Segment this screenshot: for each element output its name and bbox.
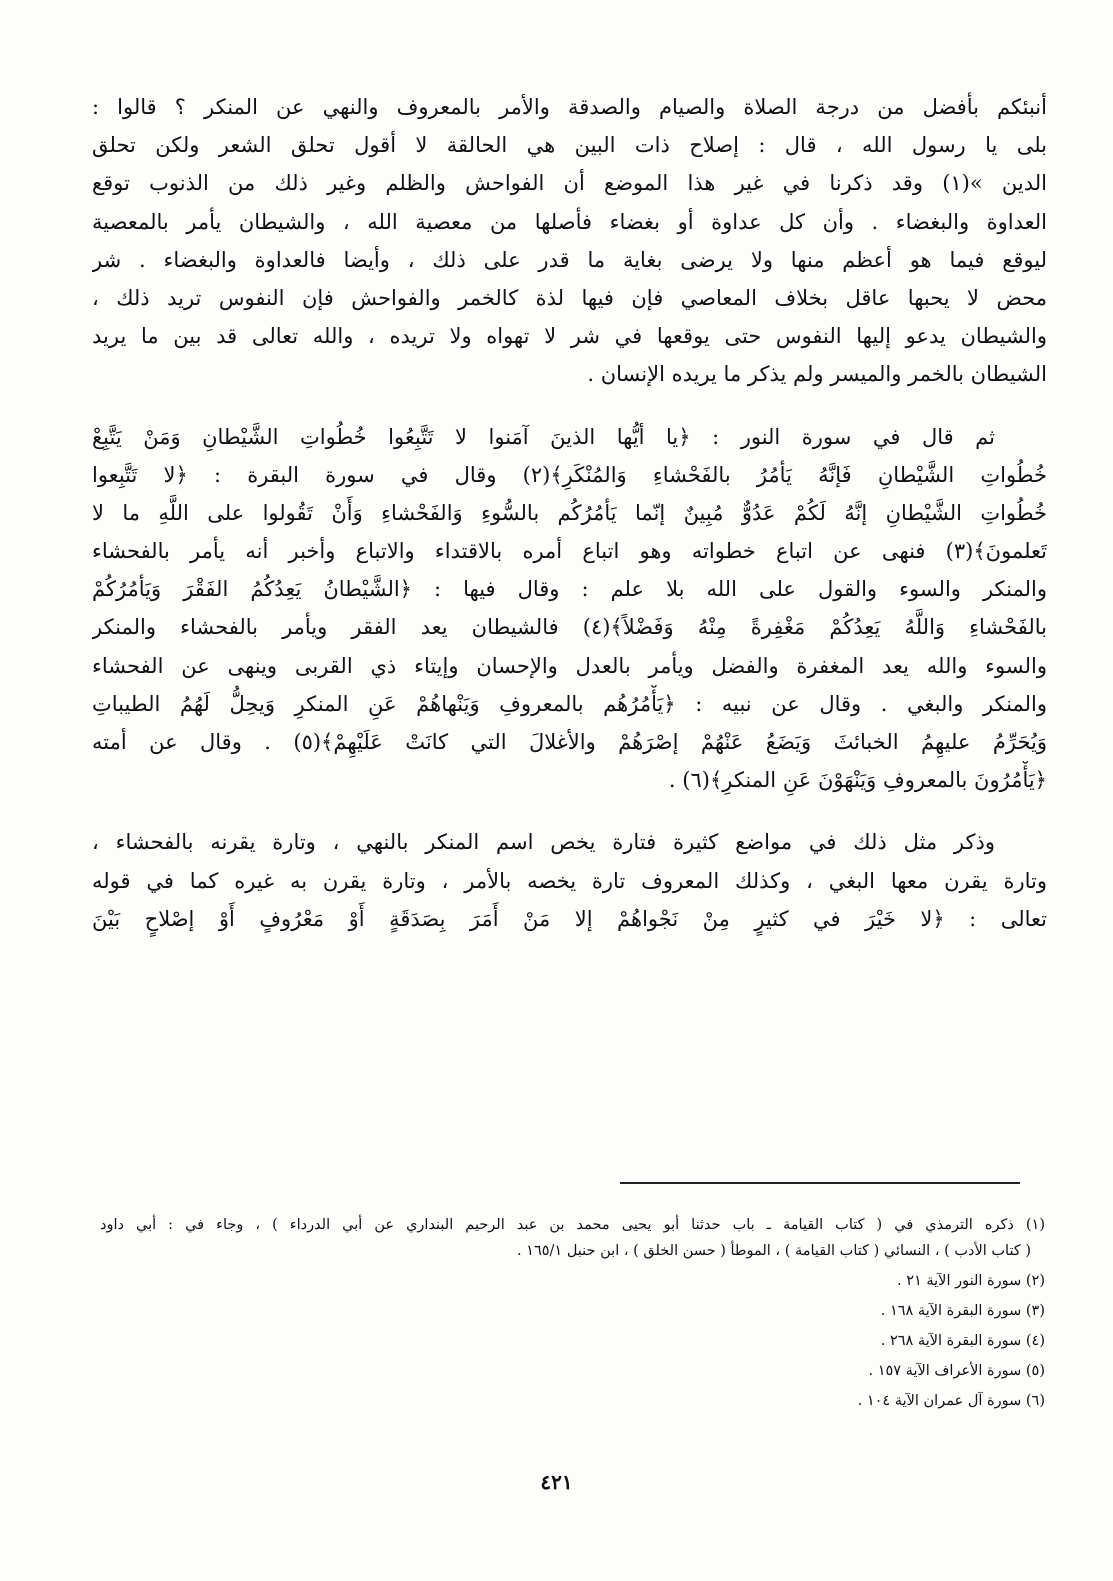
page-number: ٤٢١ [540,1470,573,1494]
text-line: الدين »(١) وقد ذكرنا في غير هذا الموضع أن الفواحش والظلم وغير ذلك من الذنوب توقع [92,171,1047,196]
text-line: وذكر مثل ذلك في مواضع كثيرة فتارة يخص اسم المنكر بالنهي ، وتارة يقرنه بالفحشاء ، [92,830,995,855]
text-line: خُطُواتِ الشَّيْطانِ فَإنَّهُ يَأمُرُ بالفَحْشاءِ وَالمُنْكَرِ﴾(٢) وقال في سورة البقرة : ﴿لا تَتَّبِعوا [92,462,1047,487]
text-line: والمنكر والبغي . وقال عن نبيه : ﴿يَأْمُرُهُم بالمعروفِ وَيَنْهاهُمْ عَنِ المنكرِ وَيحِلُّ لَهُمُ الطيباتِ [92,691,1047,716]
text-line: محض لا يحبها عاقل بخلاف المعاصي فإن فيها لذة كالخمر والفواحش فإن النفوس تريد ذلك ، [92,285,1047,310]
footnote-4: (٤) سورة البقرة الآية ٢٦٨ . [880,1333,1045,1349]
text-line: خُطُواتِ الشَّيْطانِ إنَّهُ لَكُمْ عَدُوٌّ مُبِينٌ إنّما يَأمُرُكُم بالسُّوءِ وَالفَحْشاءِ وَأَنْ تَقُولوا على اللَّهِ ما لا [92,500,1047,525]
text-line: والسوء والله يعد المغفرة والفضل ويأمر بالعدل والإحسان وإيتاء ذي القربى وينهى عن الفحشاء [92,653,1047,678]
paragraph-3 [92,823,1047,938]
text-line: العداوة والبغضاء . وأن كل عداوة أو بغضاء فأصلها من معصية الله ، والشيطان يأمر بالمعصية [92,209,1047,234]
footnote-1-line-1: (١) ذكره الترمذي في ( كتاب القيامة ـ باب حدثنا أبو يحيى محمد بن عبد الرحيم البنداري عن أبي الدرداء ) ، وجاء في : أبي داود [100,1217,1045,1233]
footnotes [100,1212,1045,1414]
text-line: تعالى : ﴿لا خَيْرَ في كثيرٍ مِنْ نَجْواهُمْ إلا مَنْ أَمَرَ بِصَدَقَةٍ أَوْ مَعْرُوفٍ أَوْ إصْلاحٍ بَيْنَ [92,906,1047,931]
text-line: تَعلمونَ﴾(٣) فنهى عن اتباع خطواته وهو اتباع أمره بالاقتداء والاتباع وأخبر أنه يأمر بالفحشاء [92,539,1047,564]
paragraph-gap [92,394,1047,418]
text-line: ليوقع فيما هو أعظم منها ولا يرضى بغاية ما قدر على ذلك ، وأيضا فالعداوة والبغضاء . شر [92,247,1047,272]
text-line: ثم قال في سورة النور : ﴿يا أيُّها الذينَ آمَنوا لا تَتَّبِعُوا خُطُواتِ الشَّيْطانِ وَمَنْ يَتَّبِعْ [92,424,995,449]
footnote-3: (٣) سورة البقرة الآية ١٦٨ . [880,1303,1045,1319]
text-line: وَيُحَرِّمُ عليهِمُ الخبائثَ وَيَضَعُ عَنْهُمْ إصْرَهُمْ والأغلالَ التي كانَتْ عَلَيْهِمْ﴾(٥) . وقال عن أمته [92,730,1047,754]
footnote-separator [620,1182,1020,1184]
text-line: وتارة يقرن معها البغي ، وكذلك المعروف تارة يخصه بالأمر ، وتارة يقرن به غيره كما في قوله [92,868,1047,893]
footnote-1 [100,1212,1045,1264]
footnote-6: (٦) سورة آل عمران الآية ١٠٤ . [857,1393,1045,1409]
paragraph-2 [92,418,1047,800]
text-line: أنبئكم بأفضل من درجة الصلاة والصيام والصدقة والأمر بالمعروف والنهي عن المنكر ؟ قالوا : [92,95,1047,119]
text-line: بلى يا رسول الله ، قال : إصلاح ذات البين هي الحالقة لا أقول تحلق الشعر ولكن تحلق [92,133,1047,158]
footnote-5: (٥) سورة الأعراف الآية ١٥٧ . [868,1363,1045,1379]
paragraph-gap [92,799,1047,823]
paragraph-1 [92,88,1047,394]
text-line: ﴿يَأْمُرُونَ بالمعروفِ وَيَنْهَوْنَ عَنِ المنكرِ﴾(٦) . [668,768,1047,793]
footnote-1-line-2: ( كتاب الأدب ) ، النسائي ( كتاب القيامة ) ، الموطأ ( حسن الخلق ) ، ابن حنبل ١٦٥/١ . [516,1243,1031,1259]
text-line: بالفَحْشاءِ وَاللَّهُ يَعِدُكُمْ مَغْفِرةً مِنْهُ وَفَضْلاً﴾(٤) فالشيطان يعد الفقر ويأمر بالفحشاء والمنكر [92,615,1047,640]
text-line: والشيطان يدعو إليها النفوس حتى يوقعها في شر لا تهواه ولا تريده ، والله تعالى قد بين ما يريد [92,324,1047,349]
footnote-2: (٢) سورة النور الآية ٢١ . [896,1273,1045,1289]
text-line: الشيطان بالخمر والميسر ولم يذكر ما يريده الإنسان . [587,362,1047,387]
main-text [92,88,1047,938]
text-line: والمنكر والسوء والقول على الله بلا علم : وقال فيها : ﴿الشَّيْطانُ يَعِدُكُمُ الفَقْرَ وَيَأمُرُكُمْ [92,577,1047,602]
